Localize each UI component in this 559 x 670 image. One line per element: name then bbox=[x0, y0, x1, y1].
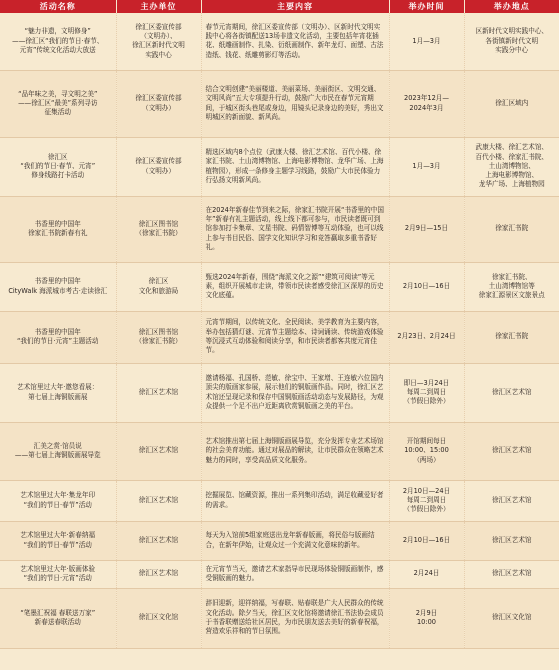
time-line: （两场） bbox=[413, 455, 440, 464]
table-row bbox=[0, 70, 559, 137]
time-line: 10:00 bbox=[416, 618, 436, 626]
content-cell bbox=[201, 70, 389, 137]
content-cell bbox=[201, 422, 389, 480]
host-cell bbox=[116, 422, 201, 480]
time-line: 1月—3月 bbox=[412, 36, 441, 45]
place-line: 徐汇区艺术馆 bbox=[491, 535, 532, 544]
name-line: 书香里的中国年 bbox=[34, 327, 81, 336]
place-cell bbox=[464, 363, 559, 422]
time-cell bbox=[389, 363, 464, 422]
name-line: 徐汇区 bbox=[47, 152, 68, 161]
time-cell bbox=[389, 422, 464, 480]
name-line: 新春送春联活动 bbox=[34, 618, 81, 626]
host-line: 徐汇区文化馆 bbox=[138, 613, 179, 622]
header-time: 举办时间 bbox=[389, 0, 464, 13]
place-line: 徐汇区艺术馆 bbox=[491, 387, 532, 396]
content-text: 挖掘展览、馆藏资源，推出一系列集印活动，满足收藏爱好者的需求。 bbox=[205, 491, 384, 509]
place-line: 徐家汇源景区文旅景点 bbox=[478, 291, 545, 300]
time-cell bbox=[389, 480, 464, 521]
host-line: 徐汇区图书馆 bbox=[138, 327, 179, 336]
host-line: （徐家汇书院） bbox=[135, 229, 182, 237]
activity-name-cell bbox=[0, 480, 116, 521]
place-line: 土山湾博物馆、 bbox=[488, 161, 535, 170]
header-content: 主要内容 bbox=[201, 0, 389, 13]
table-row bbox=[0, 196, 559, 262]
place-line: 龙华广场、上海植物园 bbox=[478, 180, 545, 189]
content-cell bbox=[201, 262, 389, 311]
activity-name-cell bbox=[0, 137, 116, 196]
place-cell bbox=[464, 588, 559, 648]
name-line: “笔墨汇祝福 春联送万家” bbox=[20, 608, 96, 617]
time-line: 2月10日—16日 bbox=[402, 535, 451, 544]
time-line: 2月10日—16日 bbox=[402, 281, 451, 290]
table-body bbox=[0, 13, 559, 648]
activity-name-cell bbox=[0, 422, 116, 480]
content-text: 在元宵节当天，邀请艺术家指导市民现场体验铜版画制作，感受铜版画的魅力。 bbox=[205, 564, 384, 582]
host-cell bbox=[116, 196, 201, 262]
time-line: 2024年3月 bbox=[409, 103, 444, 112]
place-cell bbox=[464, 560, 559, 588]
place-cell bbox=[464, 196, 559, 262]
table-row bbox=[0, 137, 559, 196]
host-cell bbox=[116, 480, 201, 521]
time-cell bbox=[389, 262, 464, 311]
place-line: 徐家汇书院 bbox=[495, 224, 529, 233]
name-line: “我们的节日·春节”活动 bbox=[23, 540, 92, 549]
host-line: 文化和旅游局 bbox=[138, 286, 179, 295]
host-line: 徐汇区图书馆 bbox=[138, 219, 179, 228]
place-cell bbox=[464, 521, 559, 560]
time-line: （节假日除外） bbox=[403, 397, 450, 406]
host-line: 徐汇区艺术馆 bbox=[138, 446, 179, 455]
time-cell bbox=[389, 588, 464, 648]
place-cell bbox=[464, 262, 559, 311]
header-host: 主办单位 bbox=[116, 0, 201, 13]
activity-name-cell bbox=[0, 311, 116, 363]
place-line: 徐汇区艺术馆 bbox=[491, 446, 532, 455]
content-text: 每天为入馆前5组家庭送出龙年新春版画，将民俗与版画结合，在新年伊始，让观众过一个充满文化意味的新年。 bbox=[205, 531, 375, 549]
name-line: 书香里的中国年 bbox=[34, 219, 81, 228]
activity-name-cell bbox=[0, 363, 116, 422]
place-cell bbox=[464, 422, 559, 480]
host-line: 徐汇区委宣传部 bbox=[135, 94, 182, 103]
host-cell bbox=[116, 262, 201, 311]
name-line: ——第七届上海铜版画展导览 bbox=[14, 451, 101, 459]
content-cell bbox=[201, 196, 389, 262]
content-text: 艺术馆推出第七届上海铜版画展导览，充分发挥专业艺术场馆的社会美育功能。通过对展品的解读，让市民群众在领略艺术魅力的同时，享受高品质文化服务。 bbox=[205, 437, 384, 464]
name-line: CityWalk 海派城市考古·走读徐汇 bbox=[8, 286, 108, 295]
table-row bbox=[0, 422, 559, 480]
place-cell bbox=[464, 480, 559, 521]
activity-name-cell bbox=[0, 262, 116, 311]
time-cell bbox=[389, 560, 464, 588]
time-line: 2月9日—15日 bbox=[404, 224, 449, 233]
content-text: 元宵节期间，以传统文化、全民阅读、美学教育为主要内容，举办包括猜灯谜、元宵节主题绘本、诗词诵读、传统游戏体验等沉浸式互动体验和阅读分享，和市民读者都客共度元宵佳节。 bbox=[205, 318, 384, 355]
content-text: 在2024年新春佳节到来之际，徐家汇书院开展“书香里的中国年”新春有礼主题活动，线上线下都可参与，市民读者既可到馆参加打卡集章、文星书院、码情智博等互动体验，也可以线上参与书目民俗、国学文化知识学习和竞答赢取多重书香好礼。 bbox=[205, 205, 384, 251]
name-line: “我们的节日·元宵”活动 bbox=[23, 574, 92, 582]
name-line: “品年味之美，寻文明之美” bbox=[18, 89, 98, 98]
host-line: （文明办）、 bbox=[140, 31, 177, 40]
content-cell bbox=[201, 13, 389, 70]
place-line: 各街镇新时代文明 bbox=[485, 36, 539, 45]
name-line: “我们的节日·春节”活动 bbox=[23, 500, 92, 509]
header-place: 举办地点 bbox=[464, 0, 559, 13]
name-line: 艺术馆里过大年·邀您看展： bbox=[17, 383, 99, 392]
time-cell bbox=[389, 13, 464, 70]
host-line: 徐汇区委宣传部 bbox=[135, 22, 182, 31]
host-cell bbox=[116, 363, 201, 422]
name-line: 艺术馆里过大年·新春纳福 bbox=[20, 531, 96, 540]
host-line: 徐汇区委宣传部 bbox=[135, 157, 182, 166]
name-line: ——徐汇区“最美”系列寻访 bbox=[18, 98, 98, 107]
content-text: 邀请杨福、孔国桥、范敏、徐宝中、王家增、王连敏六位国内顶尖的版画家参展，展示他们的铜版画作品。同时，徐汇区艺术馆还呈现记录和保存中国铜版画活动动态与发展路径，为观众提供一个足不出户近距离欣赏铜版画之美的平台。 bbox=[205, 373, 384, 410]
content-text: 精选区域内8个点位（武康大楼、徐汇艺术馆、百代小楼、徐家汇书院、土山湾博物馆、上海电影博物馆、龙华广场、上海植物园），形成一条修身主题学习线路，鼓励广大市民体验力行弘扬文明新风尚。 bbox=[205, 147, 384, 184]
content-cell bbox=[201, 521, 389, 560]
time-line: 每周二到周日 bbox=[406, 387, 447, 396]
host-line: 徐汇区新时代文明 bbox=[132, 41, 185, 50]
place-line: 区新时代文明实践中心、 bbox=[475, 27, 549, 36]
host-line: 实践中心 bbox=[145, 50, 172, 59]
name-line: “我们的节日·春节、元宵” bbox=[20, 161, 96, 170]
content-cell bbox=[201, 588, 389, 648]
place-cell bbox=[464, 70, 559, 137]
place-cell bbox=[464, 137, 559, 196]
name-line: 艺术馆里过大年·集龙年印 bbox=[20, 491, 96, 500]
time-line: 即日—3月24日 bbox=[403, 378, 450, 387]
place-line: 徐家汇书院 bbox=[495, 332, 529, 341]
table-row bbox=[0, 588, 559, 648]
name-line: 修身线路打卡活动 bbox=[31, 171, 85, 180]
time-cell bbox=[389, 137, 464, 196]
host-line: 徐汇区艺术馆 bbox=[138, 535, 179, 544]
place-cell bbox=[464, 13, 559, 70]
time-cell bbox=[389, 70, 464, 137]
name-line: 艺术馆里过大年·版画体验 bbox=[20, 564, 96, 573]
place-line: 土山湾博物馆等 bbox=[488, 281, 535, 290]
table-row bbox=[0, 262, 559, 311]
table-row bbox=[0, 311, 559, 363]
place-line: 徐家汇书院、 bbox=[491, 272, 532, 281]
host-line: 徐汇区艺术馆 bbox=[138, 495, 179, 504]
time-line: 开馆期间每日 bbox=[406, 437, 447, 446]
header-activity-name: 活动名称 bbox=[0, 0, 116, 13]
time-cell bbox=[389, 196, 464, 262]
place-line: 百代小楼、徐家汇书院、 bbox=[475, 152, 549, 161]
host-line: 徐汇区艺术馆 bbox=[138, 569, 179, 578]
place-cell bbox=[464, 311, 559, 363]
content-cell bbox=[201, 311, 389, 363]
time-line: 每周二到周日 bbox=[406, 495, 447, 504]
host-line: 徐汇区艺术馆 bbox=[138, 387, 179, 396]
name-line: 元宵”传统文化活动大放送 bbox=[19, 45, 96, 54]
time-line: 2月9日 bbox=[415, 608, 438, 617]
table-row bbox=[0, 480, 559, 521]
content-cell bbox=[201, 560, 389, 588]
content-text: 辞旧迎新，迎祥纳福，写春联、贴春联是广大人民群众的传统文化活动。除夕当天，徐汇区文化馆将邀请徐汇书法协会成员于书香联赠送给社区居民，为市民朋友送去美好的新春祝福，营造欢乐祥和的节日氛围。 bbox=[205, 599, 384, 636]
name-line: 书香里的中国年 bbox=[34, 277, 81, 286]
name-line: “魅力非遗，文明修身” bbox=[24, 27, 91, 36]
name-line: 征集活动 bbox=[44, 108, 71, 117]
time-line: 2月10日—24日 bbox=[402, 486, 451, 495]
activity-name-cell bbox=[0, 588, 116, 648]
table-header-row bbox=[0, 0, 559, 13]
time-line: （节假日除外） bbox=[403, 505, 450, 514]
table-row bbox=[0, 363, 559, 422]
name-line: ——徐汇区“我们的节日·春节、 bbox=[12, 36, 104, 45]
activity-name-cell bbox=[0, 521, 116, 560]
host-cell bbox=[116, 13, 201, 70]
activity-name-cell bbox=[0, 196, 116, 262]
place-line: 实践分中心 bbox=[495, 45, 529, 54]
place-line: 武康大楼、徐汇艺术馆、 bbox=[475, 143, 549, 152]
activity-name-cell bbox=[0, 70, 116, 137]
table-row bbox=[0, 13, 559, 70]
name-line: 徐家汇书院新春有礼 bbox=[28, 229, 88, 237]
content-cell bbox=[201, 480, 389, 521]
host-cell bbox=[116, 137, 201, 196]
place-line: 徐汇区文化馆 bbox=[491, 613, 532, 622]
time-cell bbox=[389, 521, 464, 560]
host-line: （文明办） bbox=[142, 103, 175, 112]
content-cell bbox=[201, 137, 389, 196]
host-cell bbox=[116, 521, 201, 560]
place-line: 上海电影博物馆、 bbox=[485, 171, 539, 180]
host-cell bbox=[116, 70, 201, 137]
activity-name-cell bbox=[0, 13, 116, 70]
content-cell bbox=[201, 363, 389, 422]
host-cell bbox=[116, 588, 201, 648]
host-line: （徐家汇书院） bbox=[135, 337, 182, 345]
time-line: 1月—3月 bbox=[412, 161, 441, 170]
host-line: 徐汇区 bbox=[148, 277, 169, 286]
time-line: 10:00、15:00 bbox=[404, 446, 449, 455]
table-row bbox=[0, 560, 559, 588]
name-line: “我们的节日·元宵”主题活动 bbox=[17, 337, 99, 345]
name-line: 汇美之赏·馆员说 bbox=[33, 441, 82, 450]
time-cell bbox=[389, 311, 464, 363]
place-line: 徐汇区艺术馆 bbox=[491, 569, 532, 578]
content-text: 春节元宵期间，徐汇区委宣传部（文明办）、区新时代文明实践中心将各街镇配送13场非遗文化活动，主要包括年宵花插花、纸雕画制作、扎染、衍纸画制作、新年龙灯、面塑、古法造纸、钱花、纸雕剪影灯等活动。 bbox=[205, 22, 384, 59]
host-cell bbox=[116, 311, 201, 363]
host-cell bbox=[116, 560, 201, 588]
time-line: 2月24日 bbox=[413, 569, 440, 578]
content-text: 结合文明创建“美丽楼道、美丽菜场、美丽街区、文明交通、文明风尚”五大专项提升行动，鼓励广大市民在春节元宵期间，于城区街头巷尾或身边，用镜头记录身边的美好，秀出文明城区的新面貌、新风尚。 bbox=[205, 84, 384, 121]
name-line: 第七届上海铜版画展 bbox=[28, 392, 88, 401]
place-line: 徐汇区艺术馆 bbox=[491, 495, 532, 504]
time-line: 2月23日、2月24日 bbox=[397, 332, 456, 341]
host-line: （文明办） bbox=[142, 166, 175, 175]
activity-name-cell bbox=[0, 560, 116, 588]
time-line: 2023年12月— bbox=[404, 94, 449, 103]
place-line: 徐汇区域内 bbox=[495, 98, 529, 107]
content-text: 甄选2024年新春，围绕“海派文化之源”“建筑可阅读”等元素，组织开展城市走读，带领市民读者感受徐汇区深厚的历史文化底蕴。 bbox=[205, 272, 384, 300]
table-row bbox=[0, 521, 559, 560]
